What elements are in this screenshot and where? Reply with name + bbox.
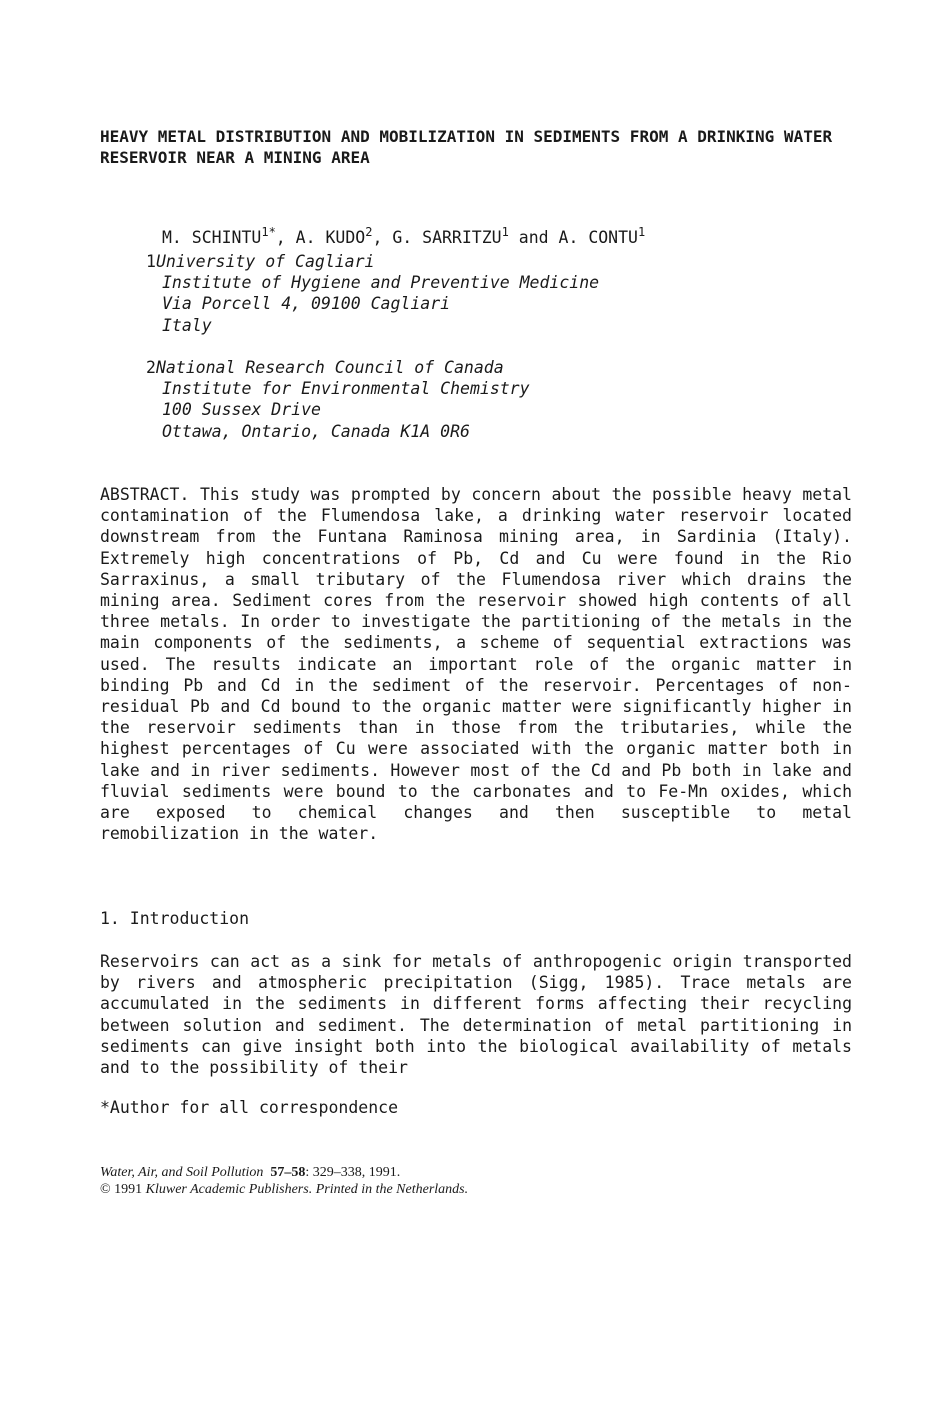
affiliation-line: Institute for Environmental Chemistry (162, 379, 530, 399)
author-affiliation-mark: 1* (261, 225, 276, 239)
affiliation-line: 100 Sussex Drive (162, 400, 321, 420)
copyright-line (100, 1181, 468, 1198)
copyright-year: © 1991 (100, 1182, 143, 1197)
author-separator: , (372, 228, 393, 247)
affiliation-line: Italy (162, 315, 212, 335)
author-separator: and (508, 228, 559, 247)
author-separator: , (275, 228, 296, 247)
affiliation-number: 2 (146, 358, 156, 377)
introduction-paragraph: Reservoirs can act as a sink for metals of anthropogenic origin transported by rivers and atmospheric precipitation (Sigg, 1985). Trace metals are accumulated in the sediments in different forms affecting their recycling between solution and sediment. The determination of metal partitioning in sediments can give insight both into the biological availability of metals and to the possibility of their (100, 952, 852, 1078)
affiliation-line (146, 251, 599, 272)
affiliation-2 (146, 357, 530, 442)
author-name: M. SCHINTU (162, 228, 262, 247)
journal-footer (100, 1164, 468, 1198)
abstract: ABSTRACT. This study was prompted by concern about the possible heavy metal contamination of the Flumendosa lake, a drinking water reservoir located downstream from the Funtana Raminosa mining area, in Sardinia (Italy). Extremely high concentrations of Pb, Cd and Cu were found in the Rio Sarraxinus, a small tributary of the Flumendosa river which drains the mining area. Sediment cores from the reservoir showed high contents of all three metals. In order to investigate the partitioning of the metals in the main components of the sediments, a scheme of sequential extractions was used. The results indicate an important role of the organic matter in binding Pb and Cd in the sediment of the reservoir. Percentages of non-residual Pb and Cd bound to the organic matter were significantly higher in the reservoir sediments than in those from the tributaries, while the highest percentages of Cu were associated with the organic matter both in lake and in river sediments. However most of the Cd and Pb both in lake and fluvial sediments were bound to the carbonates and to Fe-Mn oxides, which are exposed to chemical changes and then susceptible to metal remobilization in the water. (100, 485, 852, 844)
journal-pages: : 329–338, 1991. (305, 1165, 401, 1180)
author-affiliation-mark: 1 (638, 225, 646, 239)
journal-name: Water, Air, and Soil Pollution (100, 1165, 264, 1180)
author-name: A. KUDO (295, 228, 366, 247)
footnote: *Author for all correspondence (100, 1098, 399, 1117)
publisher: Kluwer Academic Publishers. Printed in the Netherlands. (145, 1182, 469, 1197)
author-list (162, 227, 645, 248)
affiliation-text: University of Cagliari (155, 252, 375, 271)
journal-volume: 57–58 (270, 1165, 306, 1180)
author-affiliation-mark: 1 (501, 225, 509, 239)
affiliation-line: Via Porcell 4, 09100 Cagliari (162, 294, 451, 314)
author-name: A. CONTU (558, 228, 638, 247)
affiliation-line: Ottawa, Ontario, Canada K1A 0R6 (162, 421, 470, 441)
citation-line (100, 1164, 468, 1181)
section-heading: 1. Introduction (100, 909, 250, 928)
author-name: G. SARRITZU (392, 228, 502, 247)
paper-title: HEAVY METAL DISTRIBUTION AND MOBILIZATION IN SEDIMENTS FROM A DRINKING WATER RESERVOIR NEAR A MINING AREA (100, 127, 833, 167)
affiliation-line (146, 357, 530, 378)
author-affiliation-mark: 2 (365, 225, 373, 239)
affiliation-line: Institute of Hygiene and Preventive Medicine (162, 273, 600, 293)
affiliation-number: 1 (146, 252, 156, 271)
affiliation-1 (146, 251, 599, 336)
affiliation-text: National Research Council of Canada (155, 358, 504, 377)
